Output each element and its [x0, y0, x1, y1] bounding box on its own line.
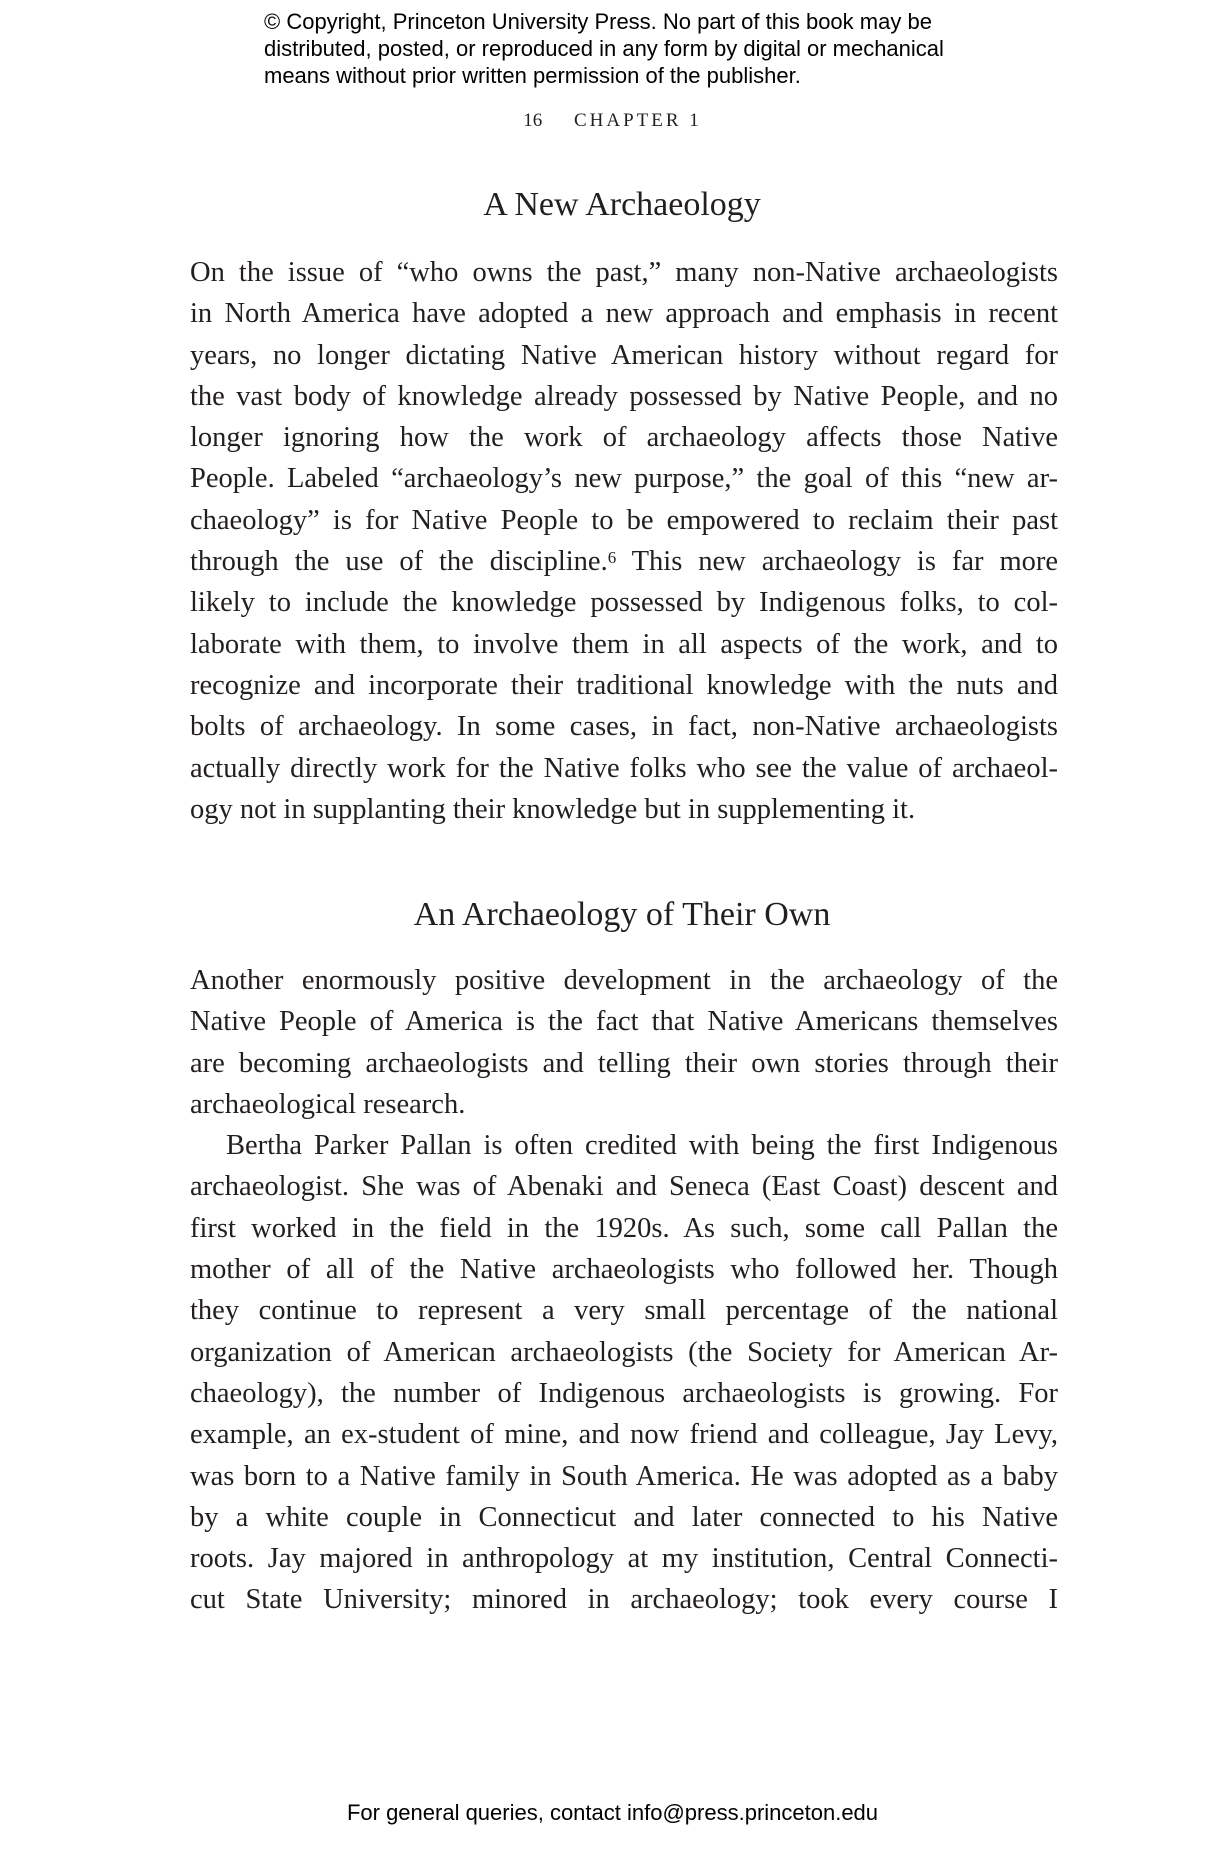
- paragraph-group: [190, 960, 1058, 1621]
- text-line: Another enormously positive development in the archaeology of the: [190, 965, 1058, 996]
- text-line: first worked in the field in the 1920s. As such, some call Pallan the: [190, 1212, 1058, 1244]
- copyright-line: means without prior written permission of the publisher.: [264, 63, 801, 88]
- page-number: 16: [523, 110, 543, 131]
- text-line: in North America have adopted a new approach and emphasis in recent: [190, 298, 1058, 330]
- text-line: the vast body of knowledge already possessed by Native People, and no: [190, 380, 1058, 412]
- text-line: laborate with them, to involve them in all aspects of the work, and to: [190, 628, 1058, 660]
- text-line: example, an ex-student of mine, and now friend and colleague, Jay Levy,: [190, 1419, 1058, 1451]
- text-line: are becoming archaeologists and telling their own stories through their: [190, 1047, 1058, 1079]
- text-line: chaeology), the number of Indigenous archaeologists is growing. For: [190, 1377, 1058, 1409]
- text-line: archaeologist. She was of Abenaki and Seneca (East Coast) descent and: [190, 1171, 1058, 1203]
- text-line: actually directly work for the Native folks who see the value of archaeol-: [190, 752, 1058, 784]
- text-line: Native People of America is the fact that Native Americans themselves: [190, 1006, 1058, 1038]
- text-line: On the issue of “who owns the past,” many non-Native archaeologists: [190, 257, 1058, 288]
- footnote-marker[interactable]: 6: [607, 548, 617, 568]
- text-line: People. Labeled “archaeology’s new purpose,” the goal of this “new ar-: [190, 463, 1058, 495]
- text-line: longer ignoring how the work of archaeology affects those Native: [190, 422, 1058, 454]
- copyright-line: © Copyright, Princeton University Press. No part of this book may be: [264, 9, 932, 34]
- footer-contact: For general queries, contact info@press.princeton.edu: [346, 1800, 879, 1825]
- text-line: was born to a Native family in South America. He was adopted as a baby: [190, 1460, 1058, 1492]
- text-line: roots. Jay majored in anthropology at my institution, Central Connecti-: [190, 1543, 1058, 1575]
- text-line: ogy not in supplanting their knowledge but in supplementing it.: [190, 793, 916, 825]
- copyright-line: distributed, posted, or reproduced in any form by digital or mechanical: [264, 36, 944, 61]
- copyright-notice: [264, 8, 1004, 89]
- text-line: cut State University; minored in archaeology; took every course I: [190, 1584, 1058, 1616]
- text-line: they continue to represent a very small percentage of the national: [190, 1295, 1058, 1327]
- text-line-with-footnote: [190, 541, 1058, 582]
- text-line: years, no longer dictating Native American history without regard for: [190, 339, 1058, 371]
- text-segment: through the use of the discipline.: [190, 546, 608, 578]
- text-segment: This new archaeology is far more: [616, 546, 1059, 578]
- section-heading-new-archaeology: A New Archaeology: [483, 186, 761, 223]
- text-line: Bertha Parker Pallan is often credited with being the first Indigenous: [226, 1130, 1058, 1162]
- text-line: likely to include the knowledge possessed by Indigenous folks, to col-: [190, 587, 1058, 619]
- chapter-label: CHAPTER 1: [573, 110, 702, 131]
- section-heading-archaeology-of-their-own: An Archaeology of Their Own: [413, 896, 831, 933]
- text-line: by a white couple in Connecticut and later connected to his Native: [190, 1501, 1058, 1533]
- text-line: archaeological research.: [190, 1088, 466, 1120]
- running-head: [0, 110, 1225, 132]
- text-line: mother of all of the Native archaeologists who followed her. Though: [190, 1254, 1058, 1286]
- paragraph: [190, 252, 1058, 830]
- text-line: organization of American archaeologists (the Society for American Ar-: [190, 1336, 1058, 1368]
- text-line: recognize and incorporate their traditional knowledge with the nuts and: [190, 669, 1058, 701]
- text-line: bolts of archaeology. In some cases, in fact, non-Native archaeologists: [190, 711, 1058, 743]
- text-line: chaeology” is for Native People to be empowered to reclaim their past: [190, 504, 1058, 536]
